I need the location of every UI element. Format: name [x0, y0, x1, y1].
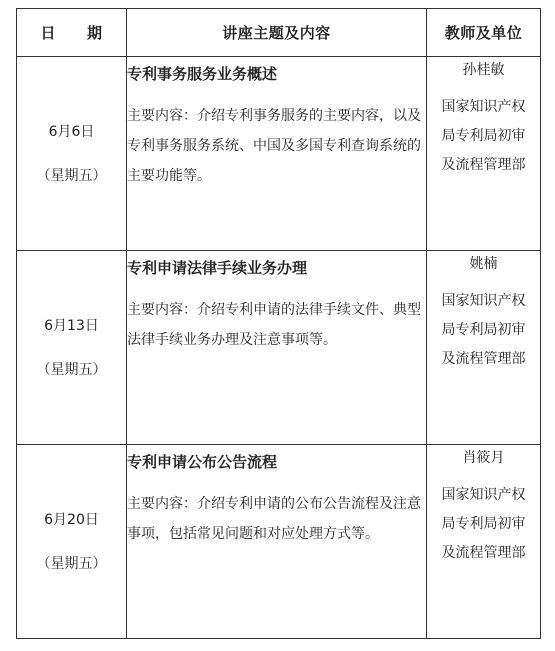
teacher-column-header: 教师及单位 — [427, 9, 541, 57]
lecture-title: 专利申请公布公告流程 — [127, 453, 278, 471]
teacher-cell — [427, 251, 541, 445]
topic-cell — [127, 57, 427, 251]
lecture-date: 6月20日 — [44, 511, 99, 528]
table-row — [17, 57, 541, 251]
date-column-header: 日 期 — [17, 9, 127, 57]
lecture-content: 主要内容：介绍专利申请的公布公告流程及注意事项，包括常见问题和对应处理方式等。 — [127, 496, 421, 542]
lecture-title: 专利事务服务业务概述 — [127, 65, 278, 83]
topic-cell — [127, 445, 427, 639]
table-row — [17, 251, 541, 445]
teacher-cell — [427, 57, 541, 251]
lecture-weekday: （星期五） — [36, 555, 107, 572]
teacher-cell — [427, 445, 541, 639]
topic-column-header: 讲座主题及内容 — [127, 9, 427, 57]
teacher-unit: 国家知识产权局专利局初审及流程管理部 — [441, 99, 526, 173]
lecture-date: 6月6日 — [48, 123, 95, 140]
table-header-row — [17, 9, 541, 57]
lecture-weekday: （星期五） — [36, 361, 107, 378]
table-row — [17, 445, 541, 639]
topic-cell — [127, 251, 427, 445]
teacher-name: 孙桂敏 — [462, 62, 505, 78]
lecture-schedule-table — [16, 8, 541, 639]
teacher-unit: 国家知识产权局专利局初审及流程管理部 — [441, 293, 526, 367]
teacher-name: 肖筱月 — [462, 450, 505, 466]
date-cell — [17, 251, 127, 445]
teacher-unit: 国家知识产权局专利局初审及流程管理部 — [441, 487, 526, 561]
teacher-name: 姚楠 — [469, 256, 498, 272]
lecture-content: 主要内容：介绍专利事务服务的主要内容，以及专利事务服务系统、中国及多国专利查询系统的主要功能等。 — [127, 108, 421, 184]
lecture-content: 主要内容：介绍专利申请的法律手续文件、典型法律手续业务办理及注意事项等。 — [127, 302, 421, 348]
date-cell — [17, 445, 127, 639]
lecture-weekday: （星期五） — [36, 167, 107, 184]
date-cell — [17, 57, 127, 251]
lecture-date: 6月13日 — [44, 317, 99, 334]
lecture-title: 专利申请法律手续业务办理 — [127, 259, 308, 277]
